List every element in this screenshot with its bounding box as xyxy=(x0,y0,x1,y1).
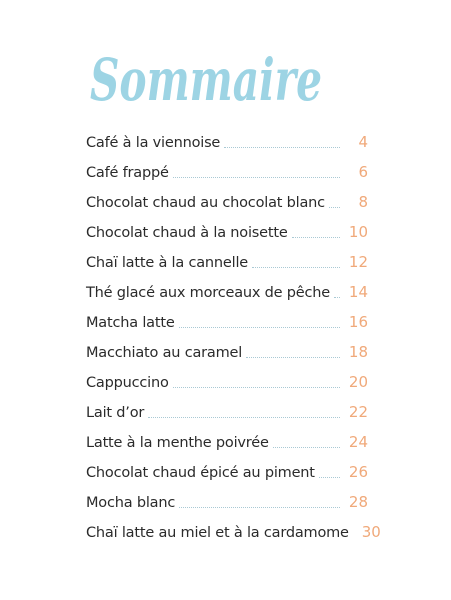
toc-dotted-leader xyxy=(246,357,340,358)
toc-entry[interactable] xyxy=(86,156,368,186)
toc-entry[interactable] xyxy=(86,216,368,246)
toc-entry[interactable] xyxy=(86,516,381,546)
toc-dotted-leader xyxy=(179,507,340,508)
toc-dotted-leader xyxy=(173,177,340,178)
toc-entry[interactable] xyxy=(86,396,368,426)
toc-dotted-leader xyxy=(179,327,340,328)
toc-page-number: 4 xyxy=(358,133,368,151)
toc-entry-label: Café à la viennoise xyxy=(86,134,221,151)
toc-entry-label: Chaï latte au miel et à la cardamome xyxy=(86,524,349,541)
toc-entry[interactable] xyxy=(86,126,368,156)
toc-page-number: 14 xyxy=(348,283,368,301)
toc-page-number: 6 xyxy=(358,163,368,181)
toc-entry[interactable] xyxy=(86,456,368,486)
table-of-contents xyxy=(86,126,381,546)
toc-entry-label: Chocolat chaud au chocolat blanc xyxy=(86,194,325,211)
toc-entry-label: Café frappé xyxy=(86,164,169,181)
toc-entry[interactable] xyxy=(86,426,368,456)
toc-entry[interactable] xyxy=(86,486,368,516)
toc-entry-label: Latte à la menthe poivrée xyxy=(86,434,269,451)
toc-page-number: 12 xyxy=(348,253,368,271)
title-text: Sommaire xyxy=(90,46,322,114)
toc-page-number: 10 xyxy=(348,223,368,241)
toc-page-number: 20 xyxy=(348,373,368,391)
toc-entry-label: Chaï latte à la cannelle xyxy=(86,254,249,271)
toc-dotted-leader xyxy=(173,387,340,388)
toc-page-number: 26 xyxy=(348,463,368,481)
toc-entry-label: Lait d’or xyxy=(86,404,145,421)
toc-entry-label: Thé glacé aux morceaux de pêche xyxy=(86,284,331,301)
toc-page-number: 28 xyxy=(348,493,368,511)
toc-entry-label: Matcha latte xyxy=(86,314,175,331)
toc-entry[interactable] xyxy=(86,186,368,216)
toc-dotted-leader xyxy=(334,297,340,298)
toc-page-number: 8 xyxy=(358,193,368,211)
toc-page-number: 30 xyxy=(361,523,381,541)
toc-entry[interactable] xyxy=(86,246,368,276)
toc-entry[interactable] xyxy=(86,336,368,366)
toc-dotted-leader xyxy=(273,447,340,448)
toc-entry-label: Macchiato au caramel xyxy=(86,344,243,361)
page-title xyxy=(86,34,386,124)
toc-entry-label: Chocolat chaud à la noisette xyxy=(86,224,288,241)
toc-entry[interactable] xyxy=(86,306,368,336)
toc-dotted-leader xyxy=(319,477,340,478)
toc-entry-label: Mocha blanc xyxy=(86,494,176,511)
toc-entry-label: Cappuccino xyxy=(86,374,169,391)
toc-page-number: 16 xyxy=(348,313,368,331)
toc-dotted-leader xyxy=(252,267,340,268)
toc-entry[interactable] xyxy=(86,366,368,396)
toc-entry[interactable] xyxy=(86,276,368,306)
toc-dotted-leader xyxy=(329,207,340,208)
toc-entry-label: Chocolat chaud épicé au piment xyxy=(86,464,315,481)
toc-page-number: 24 xyxy=(348,433,368,451)
toc-dotted-leader xyxy=(148,417,340,418)
toc-page-number: 22 xyxy=(348,403,368,421)
toc-dotted-leader xyxy=(292,237,340,238)
toc-page-number: 18 xyxy=(348,343,368,361)
toc-dotted-leader xyxy=(224,147,340,148)
